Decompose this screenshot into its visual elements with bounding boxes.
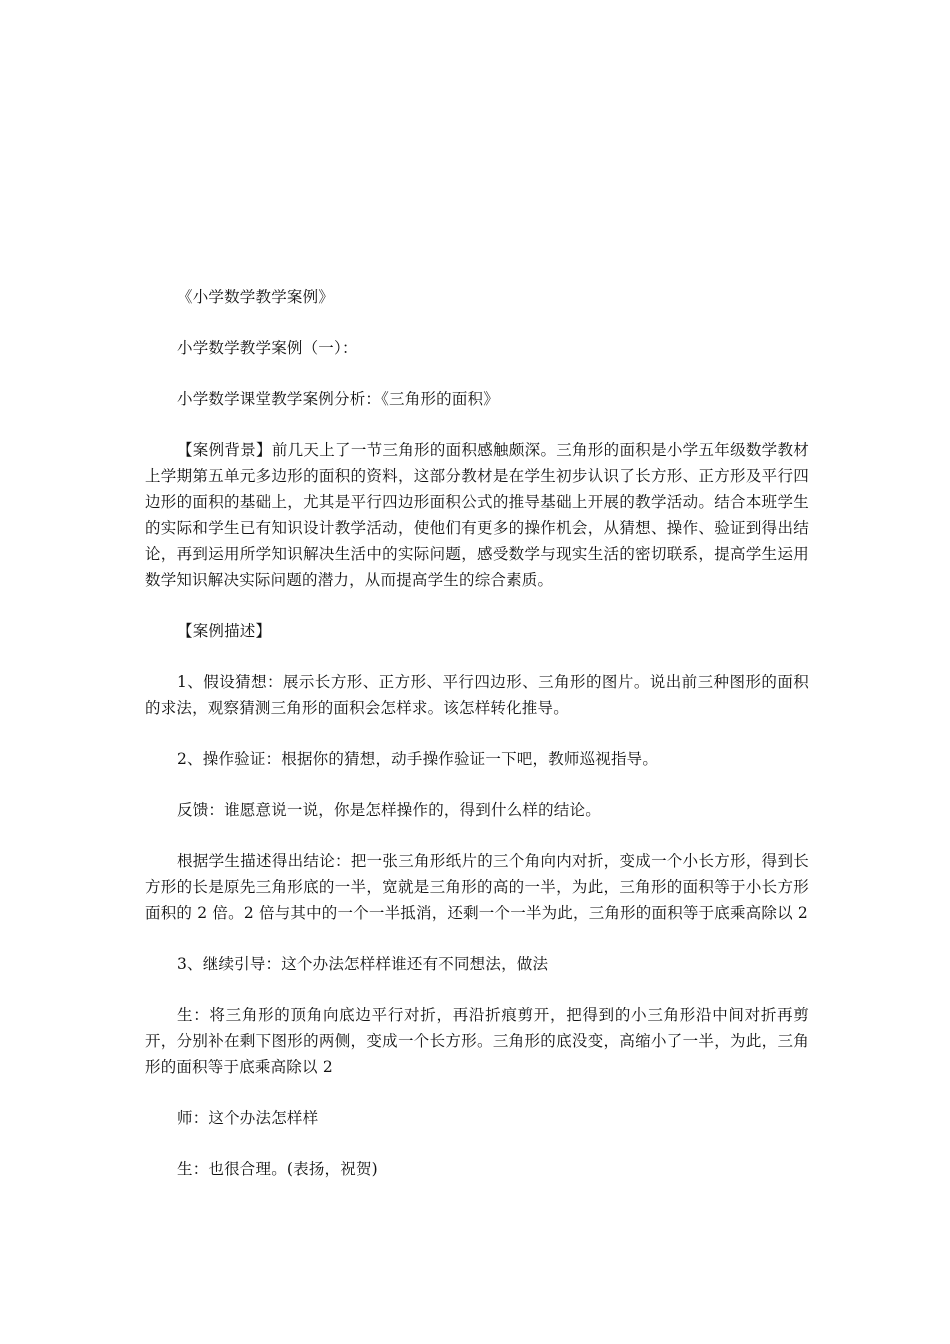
paragraph-description-heading: 【案例描述】: [177, 622, 272, 640]
paragraph-step-2: 2、操作验证：根据你的猜想，动手操作验证一下吧，教师巡视指导。: [177, 750, 659, 768]
paragraph-background: 【案例背景】前几天上了一节三角形的面积感触颇深。三角形的面积是小学五年级数学教材上学期第五单元多边形的面积的资料，这部分教材是在学生初步认识了长方形、正方形及平行四边形的面积的基础上，尤其是平行四边形面积公式的推导基础上开展的教学活动。结合本班学生的实际和学生已有知识设计教学活动，使他们有更多的操作机会，从猜想、操作、验证到得出结论，再到运用所学知识解决生活中的实际问题，感受数学与现实生活的密切联系，提高学生运用数学知识解决实际问题的潜力，从而提高学生的综合素质。: [145, 441, 809, 589]
document-title: 《小学数学教学案例》: [177, 288, 335, 306]
paragraph-teacher-question: 师：这个办法怎样样: [177, 1109, 319, 1127]
paragraph-step-3: 3、继续引导：这个办法怎样样谁还有不同想法，做法: [177, 955, 549, 973]
paragraph-step-1: 1、假设猜想：展示长方形、正方形、平行四边形、三角形的图片。说出前三种图形的面积的求法，观察猜测三角形的面积会怎样求。该怎样转化推导。: [145, 673, 809, 717]
paragraph-student-reply: 生：也很合理。(表扬，祝贺): [177, 1160, 378, 1178]
document-subtitle: 小学数学教学案例（一）：: [177, 339, 358, 357]
document-body: [145, 284, 809, 1207]
paragraph-conclusion: 根据学生描述得出结论：把一张三角形纸片的三个角向内对折，变成一个小长方形，得到长方形的长是原先三角形底的一半，宽就是三角形的高的一半，为此，三角形的面积等于小长方形面积的 2 倍。2 倍与其中的一个一半抵消，还剩一个一半为此，三角形的面积等于底乘高除以 2: [145, 852, 809, 922]
paragraph-feedback: 反馈：谁愿意说一说，你是怎样操作的，得到什么样的结论。: [177, 801, 601, 819]
paragraph-student-answer: 生：将三角形的顶角向底边平行对折，再沿折痕剪开，把得到的小三角形沿中间对折再剪开，分别补在剩下图形的两侧，变成一个长方形。三角形的底没变，高缩小了一半，为此，三角形的面积等于底乘高除以 2: [145, 1006, 809, 1076]
case-title: 小学数学课堂教学案例分析：《三角形的面积》: [177, 390, 499, 408]
